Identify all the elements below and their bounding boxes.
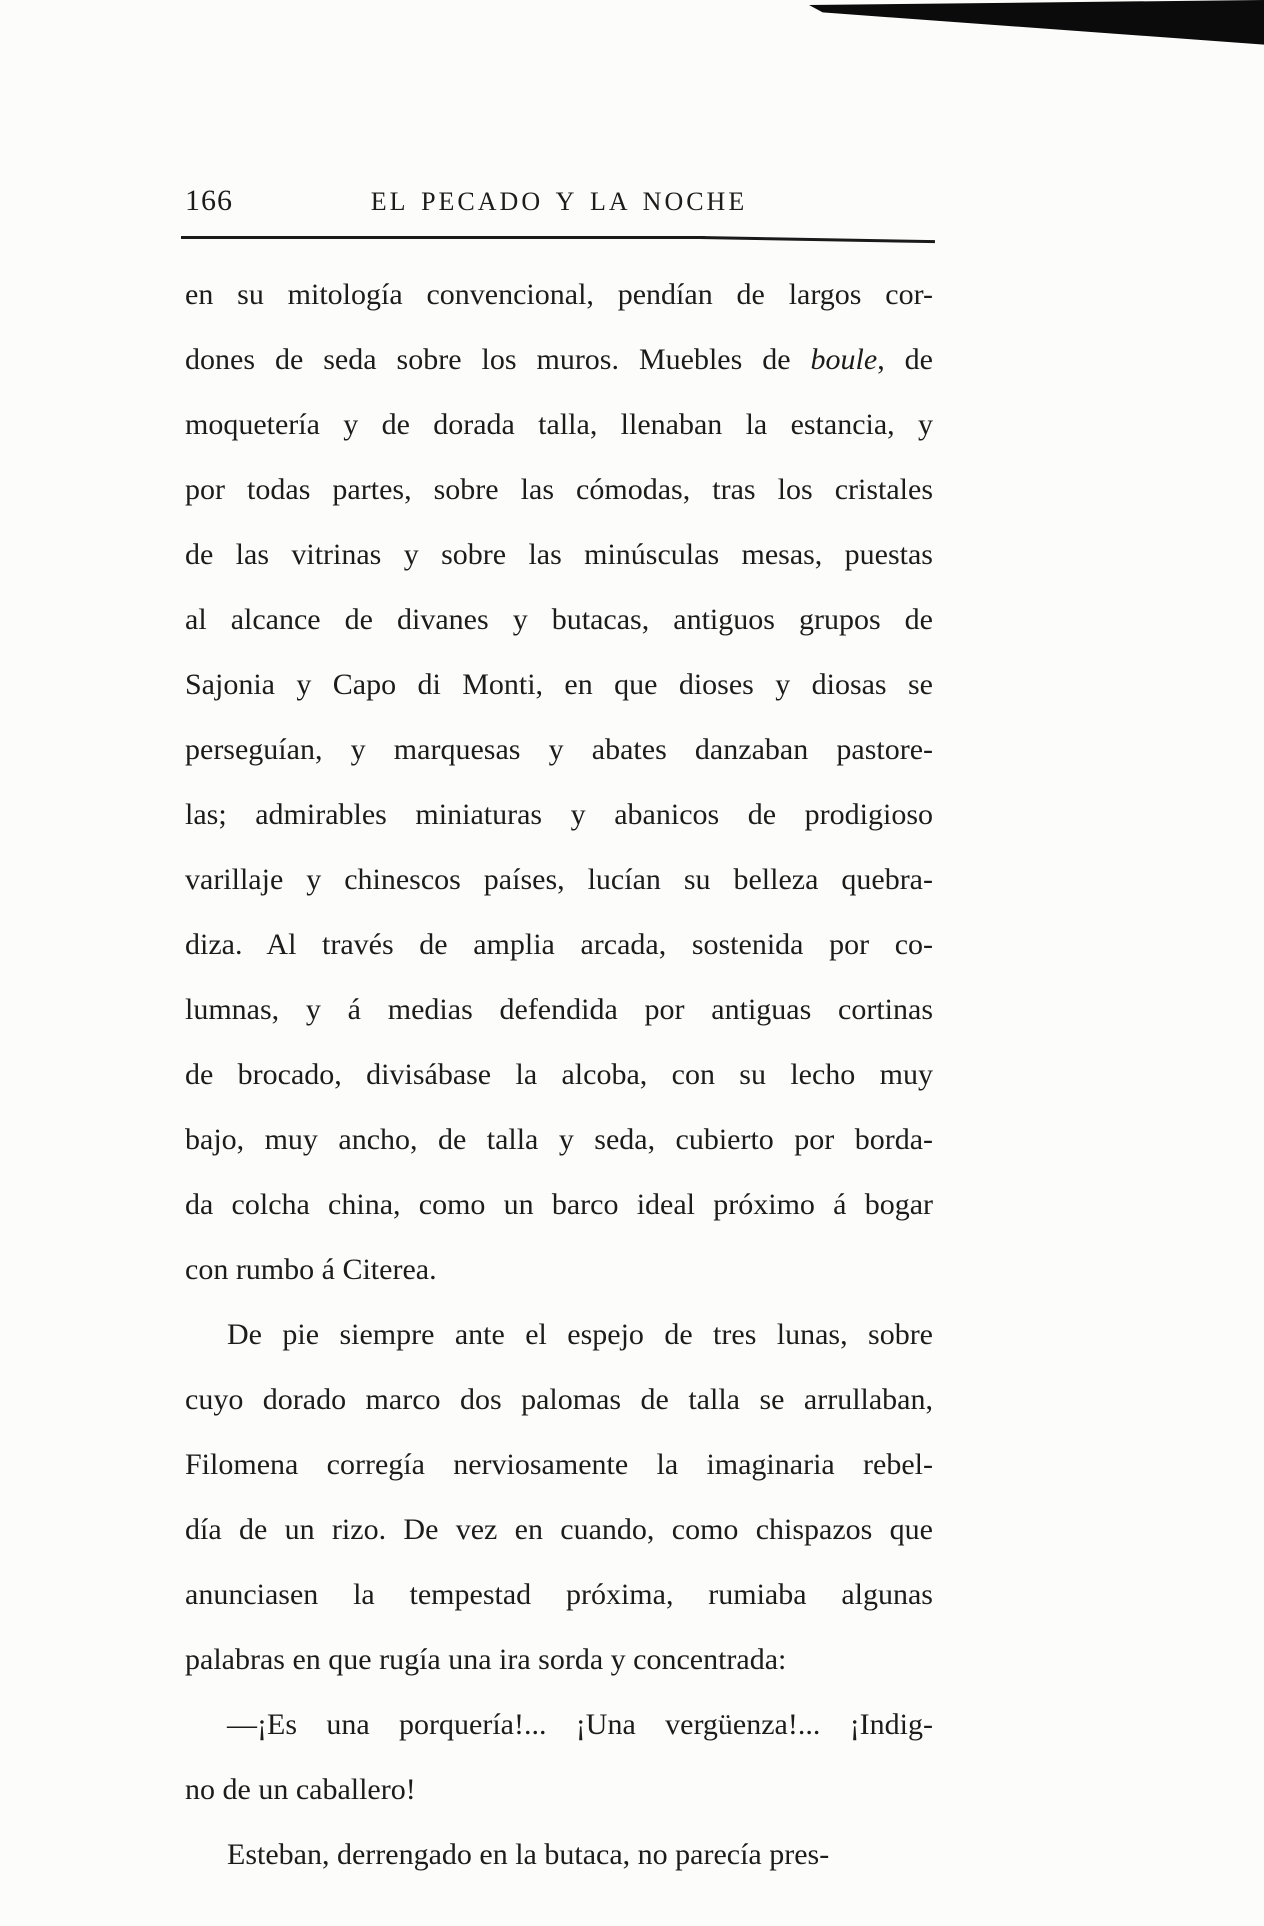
text-line xyxy=(185,1237,933,1302)
text-run: dones de seda sobre los muros. Muebles de xyxy=(185,343,811,376)
paragraph xyxy=(185,262,933,1302)
text-run: moquetería y de dorada talla, llenaban la estancia, y xyxy=(185,408,933,441)
header-rule-left-segment xyxy=(181,236,705,239)
text-run: da colcha china, como un barco ideal próximo á bogar xyxy=(185,1188,933,1221)
text-line xyxy=(185,977,933,1042)
text-line xyxy=(185,1302,933,1367)
text-run: Esteban, derrengado en la butaca, no parecía pres- xyxy=(227,1838,830,1871)
text-line xyxy=(185,262,933,327)
text-run: cuyo dorado marco dos palomas de talla se arrullaban, xyxy=(185,1383,933,1416)
text-run: en su mitología convencional, pendían de largos cor- xyxy=(185,278,933,311)
text-run: palabras en que rugía una ira sorda y concentrada: xyxy=(185,1643,787,1676)
text-run: Sajonia y Capo di Monti, en que dioses y diosas se xyxy=(185,668,933,701)
text-line xyxy=(185,1757,933,1822)
text-line xyxy=(185,392,933,457)
header-rule-right-segment xyxy=(699,236,935,243)
text-run: —¡Es una porquería!... ¡Una vergüenza!... ¡Indig- xyxy=(227,1708,933,1741)
text-run: anunciasen la tempestad próxima, rumiaba algunas xyxy=(185,1578,933,1611)
text-run: , de xyxy=(877,343,933,376)
text-line xyxy=(185,587,933,652)
italic-text-run: boule xyxy=(810,343,878,376)
text-line xyxy=(185,457,933,522)
text-run: con rumbo á Citerea. xyxy=(185,1253,437,1286)
text-line xyxy=(185,717,933,782)
text-line xyxy=(185,1497,933,1562)
text-line xyxy=(185,1562,933,1627)
text-run: de brocado, divisábase la alcoba, con su lecho muy xyxy=(185,1058,933,1091)
text-line xyxy=(185,522,933,587)
text-run: De pie siempre ante el espejo de tres lunas, sobre xyxy=(227,1318,933,1351)
page-number: 166 xyxy=(185,184,233,217)
text-line xyxy=(185,1822,933,1887)
text-line xyxy=(185,1627,933,1692)
text-run: perseguían, y marquesas y abates danzaban pastore- xyxy=(185,733,933,766)
running-title: EL PECADO Y LA NOCHE xyxy=(370,187,748,216)
text-run: día de un rizo. De vez en cuando, como chispazos que xyxy=(185,1513,933,1546)
text-run: por todas partes, sobre las cómodas, tras los cristales xyxy=(185,473,933,506)
text-run: varillaje y chinescos países, lucían su belleza quebra- xyxy=(185,863,933,896)
text-run: diza. Al través de amplia arcada, sostenida por co- xyxy=(185,928,933,961)
text-run: al alcance de divanes y butacas, antiguos grupos de xyxy=(185,603,933,636)
text-line xyxy=(185,1367,933,1432)
page-header xyxy=(185,184,933,226)
page-text xyxy=(185,262,933,1887)
text-line xyxy=(185,782,933,847)
text-line xyxy=(185,1107,933,1172)
header-rule xyxy=(181,233,935,243)
text-line xyxy=(185,847,933,912)
text-line xyxy=(185,1042,933,1107)
paragraph xyxy=(185,1692,933,1822)
text-line xyxy=(185,327,933,392)
text-run: no de un caballero! xyxy=(185,1773,416,1806)
scan-corner-shadow xyxy=(809,0,1264,62)
text-run: las; admirables miniaturas y abanicos de prodigioso xyxy=(185,798,933,831)
text-line xyxy=(185,652,933,717)
text-line xyxy=(185,1432,933,1497)
text-run: lumnas, y á medias defendida por antiguas cortinas xyxy=(185,993,933,1026)
text-run: bajo, muy ancho, de talla y seda, cubierto por borda- xyxy=(185,1123,933,1156)
text-line xyxy=(185,1172,933,1237)
paragraph xyxy=(185,1302,933,1692)
paragraph xyxy=(185,1822,933,1887)
text-line xyxy=(185,1692,933,1757)
text-run: de las vitrinas y sobre las minúsculas mesas, puestas xyxy=(185,538,933,571)
text-run: Filomena corregía nerviosamente la imaginaria rebel- xyxy=(185,1448,933,1481)
text-line xyxy=(185,912,933,977)
